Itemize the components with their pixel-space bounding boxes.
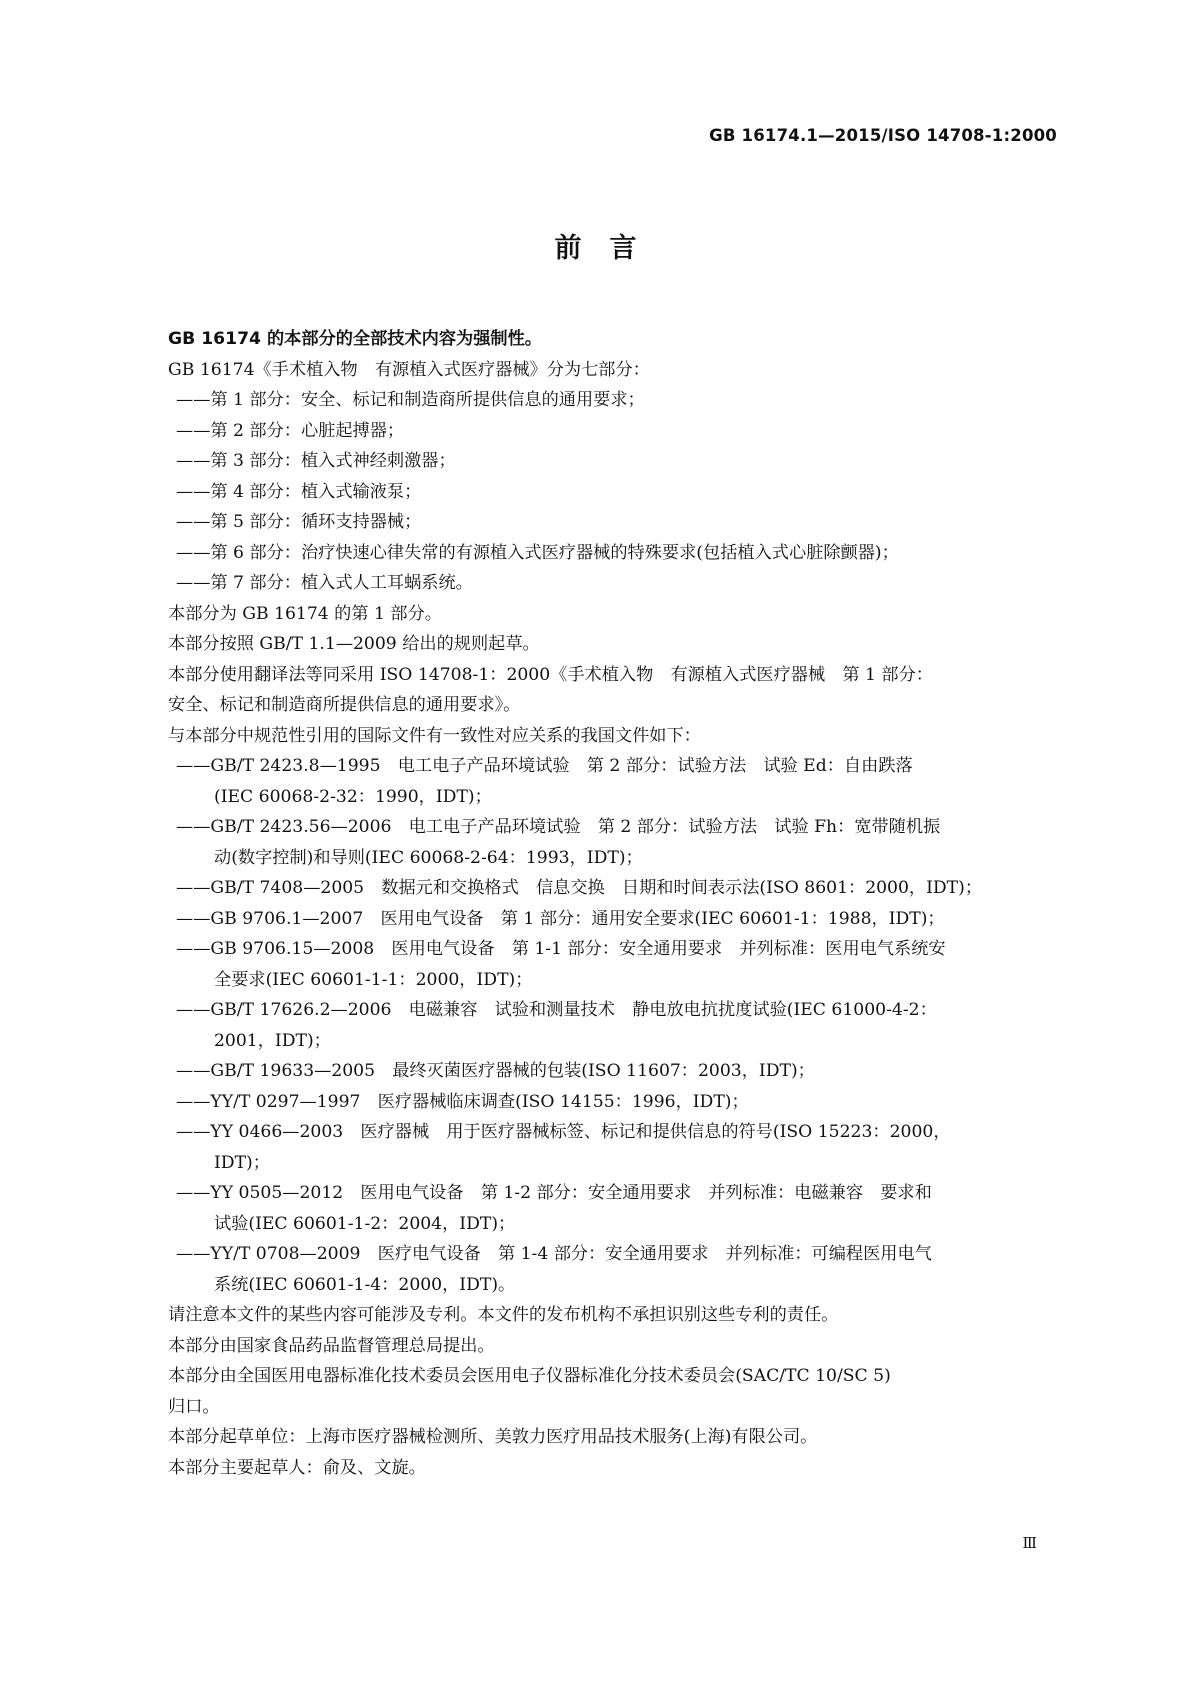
paragraph: 本部分主要起草人：俞及、文旋。 — [168, 1457, 426, 1478]
list-item: ——第 5 部分：循环支持器械； — [176, 512, 422, 532]
reference-continuation: 试验(IEC 60601-1-2：2004，IDT)； — [214, 1213, 516, 1234]
paragraph: 与本部分中规范性引用的国际文件有一致性对应关系的我国文件如下： — [168, 725, 701, 746]
paragraph-continuation: 归口。 — [168, 1396, 220, 1417]
reference-continuation: 系统(IEC 60601-1-4：2000，IDT)。 — [214, 1274, 516, 1295]
paragraph: 本部分由全国医用电器标准化技术委员会医用电子仪器标准化分技术委员会(SAC/TC 10/SC 5) — [168, 1366, 891, 1386]
page-title: 前言 — [554, 233, 665, 264]
patent-notice: 请注意本文件的某些内容可能涉及专利。本文件的发布机构不承担识别这些专利的责任。 — [168, 1305, 839, 1325]
reference-item: ——YY 0466—2003 医疗器械 用于医疗器械标签、标记和提供信息的符号(ISO 15223：2000， — [176, 1122, 951, 1142]
reference-item: ——GB 9706.1—2007 医用电气设备 第 1 部分：通用安全要求(IEC 60601-1：1988，IDT)； — [176, 908, 945, 929]
list-item: ——第 7 部分：植入式人工耳蜗系统。 — [176, 573, 473, 593]
reference-continuation: IDT)； — [214, 1152, 270, 1173]
paragraph: 本部分由国家食品药品监督管理总局提出。 — [168, 1335, 495, 1356]
paragraph: 本部分为 GB 16174 的第 1 部分。 — [168, 603, 442, 624]
paragraph-continuation: 安全、标记和制造商所提供信息的通用要求》。 — [168, 695, 521, 715]
paragraph: 本部分按照 GB/T 1.1—2009 给出的规则起草。 — [168, 634, 540, 654]
reference-continuation: 全要求(IEC 60601-1-1：2000，IDT)； — [214, 969, 533, 990]
document-body — [168, 324, 1058, 1483]
paragraph: 本部分起草单位：上海市医疗器械检测所、美敦力医疗用品技术服务(上海)有限公司。 — [168, 1427, 818, 1447]
paragraph: GB 16174《手术植入物 有源植入式医疗器械》分为七部分： — [168, 359, 650, 380]
reference-item: ——YY 0505—2012 医用电气设备 第 1-2 部分：安全通用要求 并列标准：电磁兼容 要求和 — [176, 1183, 932, 1203]
reference-item: ——GB/T 7408—2005 数据元和交换格式 信息交换 日期和时间表示法(ISO 8601：2000，IDT)； — [176, 878, 983, 898]
reference-item: ——GB/T 17626.2—2006 电磁兼容 试验和测量技术 静电放电抗扰度试验(IEC 61000-4-2： — [176, 1000, 937, 1020]
mandatory-statement: GB 16174 的本部分的全部技术内容为强制性。 — [168, 329, 542, 349]
list-item: ——第 4 部分：植入式输液泵； — [176, 481, 422, 502]
list-item: ——第 6 部分：治疗快速心律失常的有源植入式医疗器械的特殊要求(包括植入式心脏除颤器)； — [176, 542, 899, 563]
reference-item: ——YY/T 0297—1997 医疗器械临床调查(ISO 14155：1996，IDT)； — [176, 1091, 749, 1112]
reference-item: ——GB/T 19633—2005 最终灭菌医疗器械的包装(ISO 11607：2003，IDT)； — [176, 1061, 815, 1081]
page-number: Ⅲ — [1022, 1534, 1037, 1552]
reference-item: ——YY/T 0708—2009 医疗电气设备 第 1-4 部分：安全通用要求 并列标准：可编程医用电气 — [176, 1244, 932, 1264]
reference-item: ——GB 9706.15—2008 医用电气设备 第 1-1 部分：安全通用要求 并列标准：医用电气系统安 — [176, 939, 946, 959]
standard-header: GB 16174.1—2015/ISO 14708-1:2000 — [709, 126, 1057, 145]
list-item: ——第 3 部分：植入式神经刺激器； — [176, 451, 456, 471]
reference-continuation: 动(数字控制)和导则(IEC 60068-2-64：1993，IDT)； — [214, 847, 643, 868]
paragraph: 本部分使用翻译法等同采用 ISO 14708-1：2000《手术植入物 有源植入式医疗器械 第 1 部分： — [168, 664, 933, 685]
reference-continuation: (IEC 60068-2-32：1990，IDT)； — [214, 786, 492, 807]
reference-item: ——GB/T 2423.56—2006 电工电子产品环境试验 第 2 部分：试验方法 试验 Fh：宽带随机振 — [176, 817, 941, 837]
list-item: ——第 2 部分：心脏起搏器； — [176, 420, 405, 441]
reference-continuation: 2001，IDT)； — [214, 1030, 331, 1051]
list-item: ——第 1 部分：安全、标记和制造商所提供信息的通用要求； — [176, 390, 645, 410]
reference-item: ——GB/T 2423.8—1995 电工电子产品环境试验 第 2 部分：试验方法 试验 Ed：自由跌落 — [176, 756, 913, 776]
